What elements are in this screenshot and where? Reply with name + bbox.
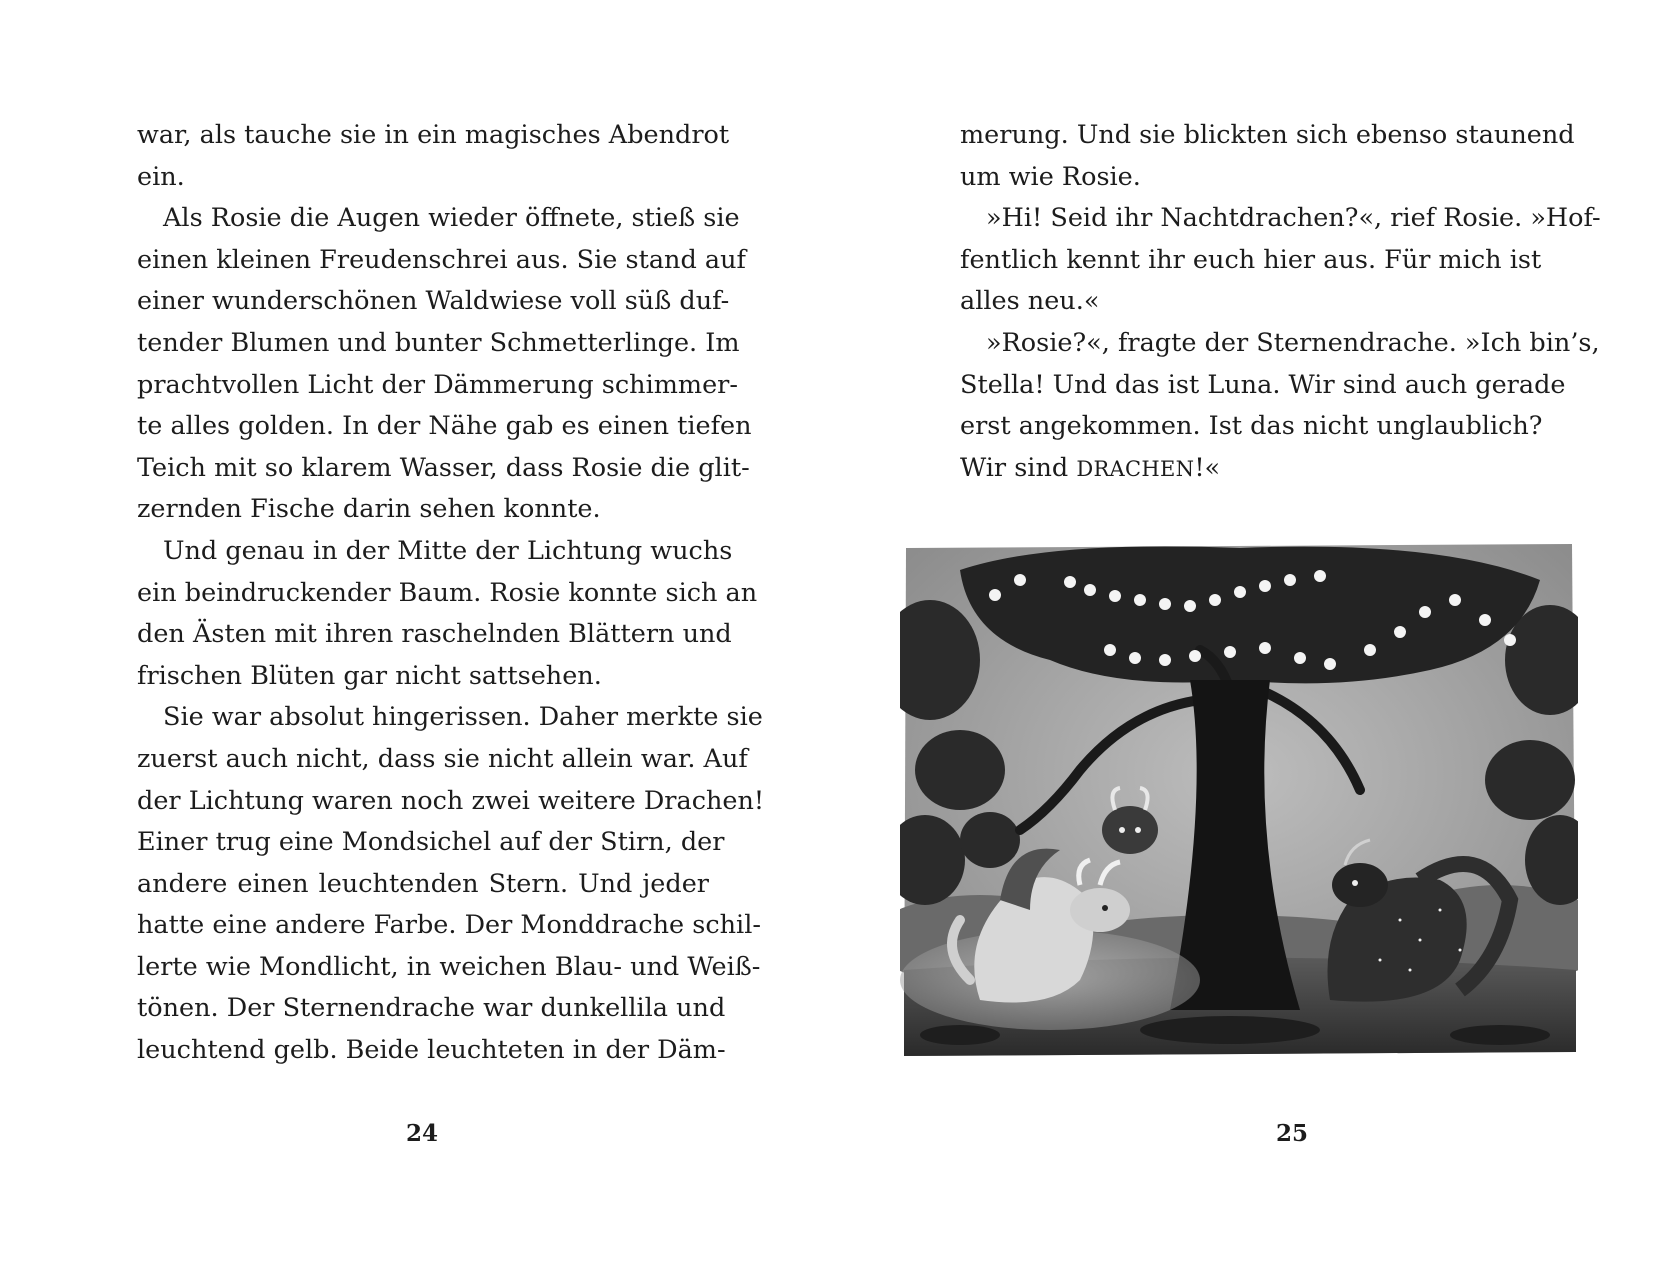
page-number: 24 — [405, 1120, 438, 1147]
text-fragment: !« — [1194, 452, 1221, 483]
text-line: ein. — [137, 161, 185, 192]
text-line: »Hi! Seid ihr Nachtdrachen?«, rief Rosie. »Hof- — [986, 203, 1601, 234]
right-page — [827, 0, 1654, 1270]
text-line: einer wunderschönen Waldwiese voll süß duf- — [137, 286, 730, 317]
right-page-text — [960, 115, 1601, 490]
text-line: tönen. Der Sternendrache war dunkellila und — [137, 993, 726, 1024]
text-line-last — [960, 448, 1533, 491]
text-line: hatte eine andere Farbe. Der Monddrache schil- — [137, 910, 761, 941]
text-line: ein beindruckender Baum. Rosie konnte sich an — [137, 577, 758, 608]
text-fragment: Wir sind — [960, 452, 1077, 483]
dragon-tree-illustration — [900, 540, 1578, 1060]
text-line: den Ästen mit ihren raschelnden Blättern und — [137, 619, 732, 650]
left-page-text — [137, 115, 765, 1072]
text-line: alles neu.« — [960, 286, 1100, 317]
text-line: der Lichtung waren noch zwei weitere Drachen! — [137, 785, 765, 816]
text-line: Als Rosie die Augen wieder öffnete, stieß sie — [163, 203, 740, 234]
text-line: Und genau in der Mitte der Lichtung wuchs — [163, 535, 733, 566]
text-line: erst angekommen. Ist das nicht unglaublich? — [960, 411, 1543, 442]
text-line: Einer trug eine Mondsichel auf der Stirn, der — [137, 827, 725, 858]
text-line: Stella! Und das ist Luna. Wir sind auch gerade — [960, 369, 1566, 400]
text-line: zernden Fische darin sehen konnte. — [137, 494, 601, 525]
text-line: andere einen leuchtenden Stern. Und jeder — [137, 868, 709, 899]
text-line: fentlich kennt ihr euch hier aus. Für mich ist — [960, 244, 1542, 275]
text-line: prachtvollen Licht der Dämmerung schimmer- — [137, 369, 738, 400]
text-line: merung. Und sie blickten sich ebenso staunend — [960, 120, 1575, 150]
text-line: war, als tauche sie in ein magisches Abendrot — [137, 120, 730, 150]
text-line: Teich mit so klarem Wasser, dass Rosie die glit- — [137, 452, 750, 483]
text-line: tender Blumen und bunter Schmetterlinge. Im — [137, 327, 740, 358]
text-line: »Rosie?«, fragte der Sternendrache. »Ich bin’s, — [986, 327, 1600, 358]
small-caps-word: DRACHEN — [1076, 456, 1195, 481]
text-line: te alles golden. In der Nähe gab es einen tiefen — [137, 411, 752, 442]
text-line: um wie Rosie. — [960, 161, 1141, 192]
page-number: 25 — [1275, 1120, 1308, 1147]
text-line: leuchtend gelb. Beide leuchteten in der Däm- — [137, 1035, 726, 1066]
text-line: Sie war absolut hingerissen. Daher merkte sie — [163, 702, 763, 733]
text-line: einen kleinen Freudenschrei aus. Sie stand auf — [137, 244, 746, 275]
text-line: lerte wie Mondlicht, in weichen Blau- und Weiß- — [137, 951, 761, 982]
text-line: zuerst auch nicht, dass sie nicht allein war. Auf — [137, 743, 748, 774]
text-line: frischen Blüten gar nicht sattsehen. — [137, 660, 602, 691]
